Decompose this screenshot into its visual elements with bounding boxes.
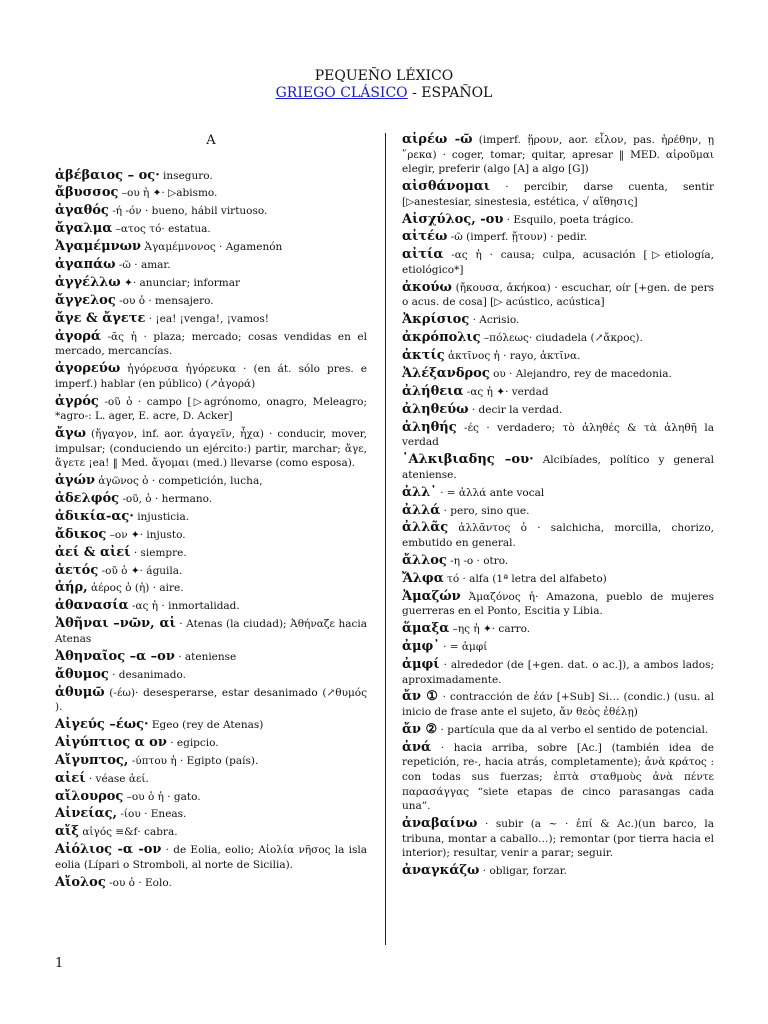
left-column — [55, 134, 367, 894]
lexicon-entry — [402, 248, 714, 277]
lexicon-entry — [402, 817, 714, 861]
entry-headword: αἴλουρος — [55, 788, 124, 804]
entry-definition: inseguro. — [159, 169, 213, 182]
lexicon-entry — [55, 474, 367, 489]
entry-headword: Αἰγεύς –έως· — [55, 717, 149, 733]
lexicon-entry — [55, 617, 367, 646]
lexicon-entry — [402, 572, 714, 587]
entry-definition: · contracción de ἐάν [+Sub] Si… (condic.) (usu. al inicio de frase ante el sujeto, ἄν θεὸς ἐθέλῃ) — [402, 691, 714, 719]
lexicon-entry — [55, 528, 367, 543]
entry-definition: · subir (a ~ · ἐπί & Ac.)(un barco, la tribuna, montar a caballo…); remontar (por tierra hacia el interior); resultar, venir a parar; seguir. — [402, 818, 714, 860]
lexicon-entry — [402, 367, 714, 382]
entry-definition: –ου ὁ ἡ · gato. — [123, 790, 201, 803]
lexicon-entry — [55, 718, 367, 733]
lexicon-entry — [55, 790, 367, 805]
lexicon-entry — [402, 403, 714, 418]
entry-definition: -ύπτου ἡ · Egipto (país). — [128, 754, 259, 767]
lexicon-entry — [55, 807, 367, 822]
entry-definition: · pero, sino que. — [440, 504, 530, 517]
entry-definition: Alcibíades, político y general ateniense. — [402, 454, 714, 481]
lexicon-entry — [402, 658, 714, 687]
lexicon-entry — [402, 554, 714, 569]
entry-headword: ἀγαπάω — [55, 257, 116, 273]
entry-definition: · ¡ea! ¡venga!, ¡vamos! — [145, 312, 269, 325]
entry-headword: αἰτία — [402, 247, 444, 263]
lexicon-entry — [402, 349, 714, 364]
lexicon-entry — [402, 640, 714, 655]
entry-headword: ἄλλος — [402, 552, 447, 568]
entry-headword: ἀνά — [402, 739, 432, 755]
entry-headword: Αἰόλιος -α -ον — [55, 842, 162, 858]
lexicon-entry — [55, 294, 367, 309]
entry-headword: ἀλλά — [402, 502, 441, 518]
entry-definition: injusticia. — [133, 510, 190, 523]
entry-definition: -ές · verdadero; τὸ ἀληθές & τὰ ἀληθῆ la verdad — [402, 421, 714, 449]
entry-headword: ἀμφ᾿ — [402, 639, 440, 655]
lexicon-entry — [55, 427, 367, 471]
entry-definition: Ἀγαμέμνονος · Agamenón — [141, 241, 283, 254]
entry-headword: ἀεί & αἰεί — [55, 544, 131, 560]
lexicon-entry — [55, 312, 367, 327]
entry-definition: Egeo (rey de Atenas) — [148, 719, 264, 732]
entry-definition: · ateniense — [174, 650, 237, 663]
entry-headword: ᾿Αλκιβιαδης –ου· — [402, 452, 534, 468]
lexicon-entry — [55, 686, 367, 715]
lexicon-entry — [55, 276, 367, 291]
right-column — [402, 133, 714, 882]
entry-headword: ἀγορά — [55, 328, 101, 344]
entry-definition: -ου ὁ · mensajero. — [115, 294, 214, 307]
entry-definition: · alrededor (de [+gen. dat. o ac.]), a ambos lados; aproximadamente. — [402, 658, 714, 686]
entry-definition: -ῶ (imperf. ᾔτουν) · pedir. — [447, 231, 588, 244]
entry-definition: –ου ἡ ✦· ▷abismo. — [118, 187, 218, 200]
document-title: PEQUEÑO LÉXICO — [314, 68, 454, 84]
entry-definition: -ας ἡ · inmortalidad. — [128, 600, 240, 613]
entry-definition: -ή -όν · bueno, hábil virtuoso. — [108, 205, 268, 218]
entry-headword: ἄγαλμα — [55, 221, 113, 237]
lexicon-entry — [55, 772, 367, 787]
entry-definition: ἀέρος ὁ (ἡ) · aire. — [87, 582, 184, 595]
entry-headword: Ἀκρίσιος — [402, 312, 470, 328]
lexicon-entry — [402, 331, 714, 346]
entry-headword: Αἰγύπτιος α ον — [55, 734, 167, 750]
lexicon-entry — [55, 395, 367, 424]
entry-headword: ἄγε & ἄγετε — [55, 310, 146, 326]
lexicon-entry — [55, 668, 367, 683]
lexicon-entry — [402, 213, 714, 228]
entry-headword: Αἰσχύλος, -ου — [402, 211, 504, 227]
lexicon-entry — [55, 599, 367, 614]
lexicon-entry — [55, 362, 367, 391]
entry-headword: ἀναγκάζω — [402, 863, 480, 879]
entry-definition: (ἤγαγον, inf. aor. ἀγαγεῖν, ἦχα) · conducir, mover, impulsar; (conduciendo un ejército:) partir, marchar; ἄγε, ἄγετε ¡ea! ‖ Med. ἄγομαι (med.) llevarse (como esposa). — [55, 428, 367, 470]
entry-definition: (ἤκουσα, ἀκήκοα) · escuchar, oír [+gen. de pers o acus. de cosa] [▷ acústico, acústica] — [402, 281, 714, 309]
entry-definition: · de Eolia, eolio; Αἰολία νῆσος la isla eolia (Lípari o Stromboli, al norte de Sicilia). — [55, 844, 368, 871]
entry-headword: ἀθυμῶ — [55, 684, 105, 700]
entry-headword: ἀγαθός — [55, 203, 109, 219]
entry-definition: · = ἀμφί — [439, 641, 488, 654]
page-number: 1 — [55, 956, 64, 971]
entry-definition: (imperf. ᾕρουν, aor. εἷλον, pas. ἡρέθην, ῃ ῞ρεκα) · coger, tomar; quitar, apresar ‖ MED. αἱροῦμαι elegir, preferir (algo [A] a algo [G]) — [402, 134, 714, 176]
entry-definition: · Atenas (la ciudad); Ἀθήναζε hacia Atenas — [55, 618, 367, 645]
entry-headword: Αἴγυπτος, — [55, 752, 129, 768]
lexicon-entry — [55, 492, 367, 507]
lexicon-entry — [55, 564, 367, 579]
entry-definition: ✦· anunciar; informar — [120, 276, 241, 289]
entry-headword: ἀθανασία — [55, 598, 129, 614]
entry-definition: · hacia arriba, sobre [Ac.] (también idea de repetición, re-, hacia atrás, completamente); ἀνὰ κράτος : con todas sus fuerzas; ἑπτὰ σταθμοὺς ἀνὰ πέντε παρασάγγας “siete etapas de cinco parasangas cada una”. — [402, 741, 714, 813]
entry-headword: ἀκτίς — [402, 348, 445, 364]
entry-definition: · Esquilo, poeta trágico. — [503, 213, 634, 226]
entry-definition: Ἀμαζόνος ἡ· Amazona, pueblo de mujeres guerreras en el Ponto, Escitia y Libia. — [402, 590, 714, 618]
lexicon-entry — [55, 843, 367, 872]
entry-headword: ἀγών — [55, 473, 95, 489]
lexicon-entry — [402, 690, 714, 719]
entry-definition: · egipcio. — [166, 736, 219, 749]
lexicon-entry — [402, 741, 714, 814]
entry-headword: Αἰνείας, — [55, 806, 118, 822]
entry-definition: -ου ὁ · Eolo. — [105, 876, 172, 889]
entry-headword: ἀληθεύω — [402, 401, 469, 417]
entry-definition: · = ἀλλά ante vocal — [436, 486, 545, 499]
entry-headword: ἀδικία-ας· — [55, 508, 134, 524]
lexicon-entry — [55, 186, 367, 201]
lexicon-entry — [402, 486, 714, 501]
lexicon-entry — [402, 421, 714, 450]
lexicon-entry — [55, 876, 367, 891]
lexicon-entry — [402, 723, 714, 738]
entry-definition: ἀκτῖνος ἡ · rayo, ἀκτῖνα. — [444, 350, 581, 363]
entry-headword: ἀλλᾶς — [402, 520, 449, 536]
entry-headword: ἀλήθεια — [402, 383, 464, 399]
entry-definition: · Acrisio. — [469, 314, 520, 327]
entry-headword: Αἴολος — [55, 874, 106, 890]
entry-headword: ἄγγελος — [55, 292, 116, 308]
entry-definition: · siempre. — [130, 546, 187, 559]
entry-definition: ἠγόρευσα ἠγόρευκα · (en át. sólo pres. e imperf.) hablar (en público) (↗ἀγορά) — [55, 363, 367, 390]
lexicon-entry — [402, 133, 714, 177]
entry-headword: ἀκρόπολις — [402, 330, 481, 346]
entry-definition: · desanimado. — [108, 668, 186, 681]
entry-definition: -η -ο · otro. — [446, 554, 509, 567]
entry-definition: –ον ✦· injusto. — [106, 528, 186, 541]
entry-definition: -οῦ, ὁ · hermano. — [119, 493, 213, 506]
entry-headword: αἰσθάνομαι — [402, 179, 491, 195]
entry-headword: Ἄλφα — [402, 570, 444, 586]
subtitle-rest: - ESPAÑOL — [407, 85, 493, 101]
entry-headword: Ἀθῆναι –νῶν, αἱ — [55, 616, 176, 632]
entry-headword: ἀδελφός — [55, 491, 120, 507]
lexicon-entry — [55, 650, 367, 665]
entry-headword: αἰεί — [55, 770, 86, 786]
entry-headword: ἄθυμος — [55, 666, 109, 682]
entry-definition: -ας ἡ · causa; culpa, acusación [▷etiología, etiológico*] — [402, 249, 714, 276]
entry-headword: ἅμαξα — [402, 621, 450, 637]
column-divider — [385, 133, 386, 945]
entry-headword: ἀγορεύω — [55, 361, 121, 377]
lexicon-entry — [55, 581, 367, 596]
entry-headword: ἀκούω — [402, 279, 452, 295]
lexicon-entry — [55, 258, 367, 273]
entry-definition: –ατος τό· estatua. — [112, 223, 211, 236]
entry-headword: ἄβυσσος — [55, 185, 119, 201]
entry-definition: -ᾶς ἡ · plaza; mercado; cosas vendidas en el mercado, mercancías. — [55, 330, 367, 358]
entry-headword: ἀήρ, — [55, 580, 88, 596]
document-header — [0, 68, 768, 102]
lexicon-entry — [55, 222, 367, 237]
lexicon-entry — [402, 281, 714, 310]
lexicon-entry — [55, 330, 367, 359]
entry-definition: -οῦ ὁ ✦· águila. — [98, 564, 183, 577]
entry-definition: -οῦ ὁ · campo [▷agrónomo, onagro, Meleagro; *agro-: L. ager, E. acre, D. Acker] — [55, 395, 367, 423]
lexicon-entry — [402, 504, 714, 519]
document-subtitle — [0, 85, 768, 102]
entry-headword: ἀετός — [55, 562, 99, 578]
entry-definition: · véase ἀεί. — [85, 772, 149, 785]
entry-definition: αἰγός ≡&f· cabra. — [79, 826, 178, 839]
lexicon-entry — [402, 230, 714, 245]
entry-definition: –πόλεως· ciudadela (↗ἄκρος). — [480, 332, 643, 345]
lexicon-entry — [55, 240, 367, 255]
entry-definition: · partícula que da al verbo el sentido de potencial. — [437, 723, 709, 736]
lexicon-entry — [55, 204, 367, 219]
entry-headword: ἀλλ᾿ — [402, 484, 437, 500]
lexicon-entry — [402, 313, 714, 328]
lexicon-entry — [402, 622, 714, 637]
entry-headword: ἀγρός — [55, 393, 99, 409]
entry-headword: ἀγγέλλω — [55, 274, 121, 290]
entry-headword: Ἀλέξανδρος — [402, 365, 490, 381]
entry-headword: αἰτέω — [402, 229, 448, 245]
lexicon-entry — [402, 864, 714, 879]
entry-headword: ἀληθής — [402, 419, 457, 435]
entry-definition: -ίου · Eneas. — [117, 808, 187, 821]
entry-definition: -ῶ · amar. — [115, 259, 171, 272]
section-letter: A — [206, 133, 216, 148]
entry-headword: ἄγω — [55, 426, 86, 442]
lexicon-entry — [402, 453, 714, 482]
entry-definition: ου · Alejandro, rey de macedonia. — [489, 367, 672, 380]
entry-headword: ἄν ① — [402, 689, 439, 705]
lexicon-entry — [55, 510, 367, 525]
entry-headword: ἀναβαίνω — [402, 816, 478, 832]
lexicon-entry — [55, 825, 367, 840]
entry-definition: · decir la verdad. — [468, 403, 563, 416]
entry-headword: ἀμφί — [402, 656, 440, 672]
entry-headword: ἀβέβαιος – ος· — [55, 167, 160, 183]
subtitle-link[interactable]: GRIEGO CLÁSICO — [275, 85, 408, 101]
lexicon-entry — [402, 590, 714, 619]
entry-headword: Ἀθηναῖος –α –ον — [55, 648, 175, 664]
lexicon-entry — [55, 546, 367, 561]
lexicon-entry — [402, 521, 714, 550]
entry-definition: · obligar, forzar. — [479, 865, 567, 878]
entry-headword: αἴξ — [55, 824, 79, 840]
entry-definition: (-έω)· desesperarse, estar desanimado (↗θυμός ). — [55, 686, 367, 714]
lexicon-entry — [402, 180, 714, 209]
lexicon-entry — [402, 385, 714, 400]
entry-headword: αἱρέω -ῶ — [402, 132, 473, 147]
lexicon-entry — [55, 169, 367, 184]
entry-definition: ἀλλᾶντος ὁ · salchicha, morcilla, chorizo, embutido en general. — [402, 522, 714, 549]
entry-headword: Ἀγαμέμνων — [55, 239, 142, 255]
entry-headword: ἄδικος — [55, 526, 107, 542]
entry-headword: ἄν ② — [402, 721, 438, 737]
entry-definition: · percibir, darse cuenta, sentir [▷anestesiar, sinestesia, estética, √ αἴθησις] — [402, 181, 714, 208]
entry-definition: -ας ἡ ✦· verdad — [463, 385, 549, 398]
entry-definition: τό · alfa (1ª letra del alfabeto) — [443, 572, 607, 585]
entry-headword: Ἀμαζών — [402, 588, 461, 604]
lexicon-entry — [55, 754, 367, 769]
entry-definition: –ης ἡ ✦· carro. — [449, 623, 531, 636]
lexicon-entry — [55, 736, 367, 751]
entry-definition: ἀγῶνος ὁ · competición, lucha, — [94, 475, 263, 488]
